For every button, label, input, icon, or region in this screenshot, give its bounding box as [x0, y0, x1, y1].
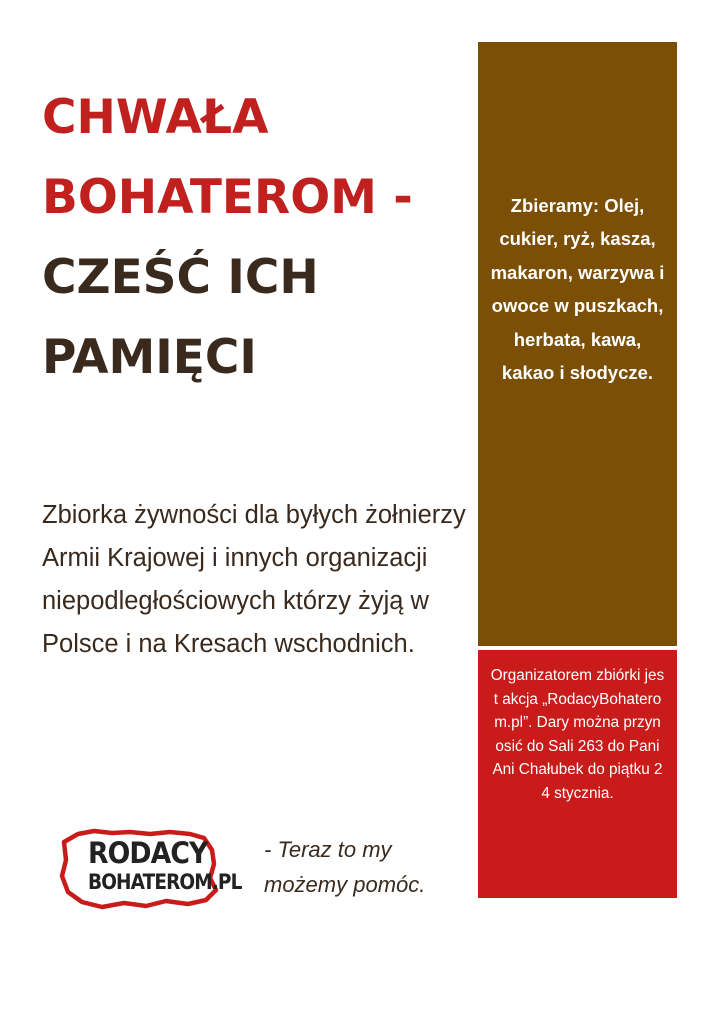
- organizer-text: Organizatorem zbiórki jest akcja „RodacyBohaterom.pl”. Dary można przynosić do Sali 263 do Pani Ani Chałubek do piątku 24 stycznia.: [490, 667, 665, 802]
- headline-line-3: CZEŚĆ ICH: [42, 250, 319, 305]
- headline-line-2: BOHATEROM -: [42, 170, 413, 225]
- headline-line-1: CHWAŁA: [42, 90, 269, 145]
- logo-text-rodacy: RODACY: [88, 836, 208, 870]
- collected-items-panel: [478, 42, 677, 646]
- lead-paragraph: Zbiorka żywności dla byłych żołnierzy Armii Krajowej i innych organizacji niepodległościowych którzy żyją w Polsce i na Kresach wschodnich.: [42, 501, 466, 658]
- headline-line-4: PAMIĘCI: [42, 330, 257, 385]
- headline: [42, 78, 462, 398]
- rodacy-bohaterom-logo: [54, 828, 244, 913]
- logo-text-bohaterom: BOHATEROM.PL: [88, 870, 242, 894]
- collected-items-text: Zbieramy: Olej, cukier, ryż, kasza, makaron, warzywa i owoce w puszkach, herbata, kawa, kakao i słodycze.: [490, 194, 665, 383]
- slogan: - Teraz to my możemy pomóc.: [264, 837, 426, 897]
- organizer-panel: [478, 650, 677, 898]
